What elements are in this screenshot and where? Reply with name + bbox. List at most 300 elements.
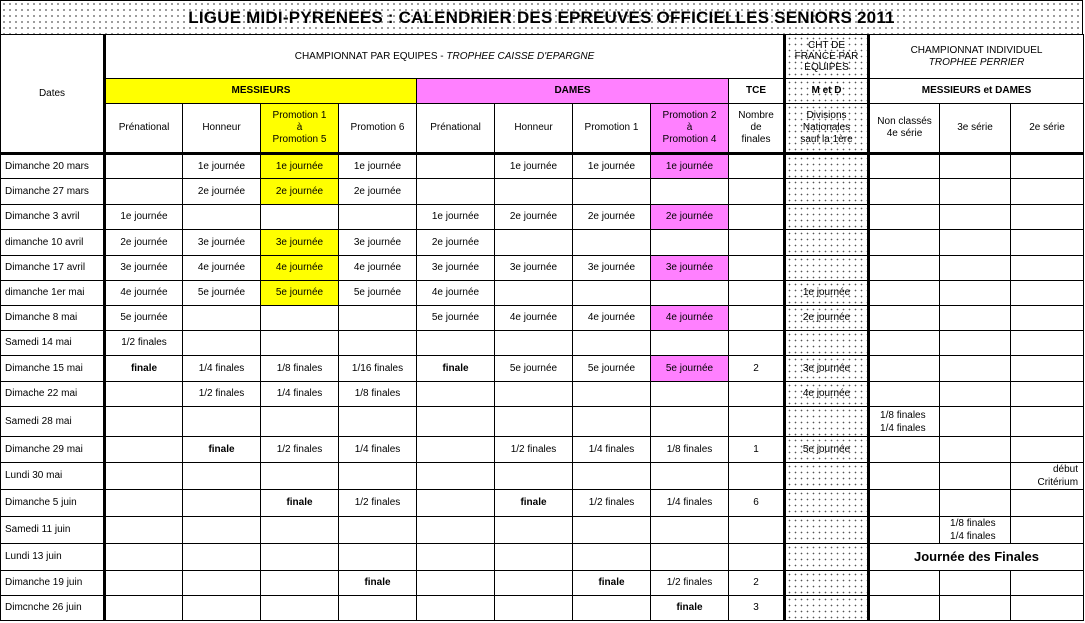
table-cell [729, 256, 785, 281]
table-cell [495, 571, 573, 596]
table-cell: 1/8 finales [339, 382, 417, 407]
title-text: LIGUE MIDI-PYRENEES : CALENDRIER DES EPREUVES OFFICIELLES SENIORS 2011 [188, 7, 895, 27]
team-trophy-label: TROPHEE CAISSE D'EPARGNE [446, 50, 595, 62]
table-cell [940, 382, 1011, 407]
row-date: dimanche 10 avril [1, 230, 105, 256]
table-cell [183, 407, 261, 437]
table-cell: finale [105, 356, 183, 382]
table-cell: 1e journée [651, 154, 729, 179]
table-cell [729, 281, 785, 306]
table-cell [651, 331, 729, 356]
col-non-classes [869, 104, 940, 154]
col-m-promo1-line2: à [296, 122, 303, 133]
row-date: Dimanche 20 mars [1, 154, 105, 179]
col-div-line2: Nationales [802, 122, 851, 133]
table-cell [785, 596, 869, 621]
table-cell: 3e journée [785, 356, 869, 382]
table-cell [417, 407, 495, 437]
table-cell [869, 463, 940, 490]
table-cell: 4e journée [495, 306, 573, 331]
table-cell [651, 382, 729, 407]
table-cell [495, 331, 573, 356]
table-cell [417, 490, 495, 517]
table-cell: 5e journée [261, 281, 339, 306]
table-cell [651, 463, 729, 490]
header-dates: Dates [1, 35, 105, 154]
table-cell [105, 490, 183, 517]
table-cell [417, 571, 495, 596]
table-cell [1011, 490, 1084, 517]
table-cell [729, 463, 785, 490]
table-cell [651, 230, 729, 256]
table-cell: 4e journée [573, 306, 651, 331]
row-date: Dimanche 3 avril [1, 205, 105, 230]
table-row [1, 356, 1084, 382]
col-d-promo2-line2: à [686, 122, 693, 133]
table-cell [417, 596, 495, 621]
table-row [1, 256, 1084, 281]
table-cell: 1/16 finales [339, 356, 417, 382]
table-cell: 6 [729, 490, 785, 517]
table-cell: finale [651, 596, 729, 621]
table-cell [495, 517, 573, 544]
table-cell [729, 179, 785, 205]
table-cell: 2e journée [785, 306, 869, 331]
table-cell [869, 571, 940, 596]
table-cell: 2e journée [261, 179, 339, 205]
table-cell [573, 517, 651, 544]
table-cell: 2e journée [183, 179, 261, 205]
table-cell [729, 382, 785, 407]
row-date: Dimanche 27 mars [1, 179, 105, 205]
table-cell [105, 463, 183, 490]
table-cell: finale [261, 490, 339, 517]
cell-line: 1/4 finales [880, 422, 926, 434]
table-cell [495, 544, 573, 571]
table-row [1, 154, 1084, 179]
table-cell: 2e journée [339, 179, 417, 205]
table-cell [261, 544, 339, 571]
table-cell: 1/2 finales [495, 437, 573, 463]
table-cell: 1/2 finales [573, 490, 651, 517]
table-cell: 1/2 finales [105, 331, 183, 356]
table-cell [495, 407, 573, 437]
table-cell: 1e journée [495, 154, 573, 179]
table-cell [1011, 230, 1084, 256]
table-cell [417, 154, 495, 179]
row-date: Samedi 14 mai [1, 331, 105, 356]
table-cell [417, 544, 495, 571]
col-m-promo1-line1: Promotion 1 [272, 110, 327, 121]
table-cell: 5e journée [573, 356, 651, 382]
table-cell: 1/4 finales [183, 356, 261, 382]
table-cell [105, 407, 183, 437]
col-d-prenational: Prénational [417, 104, 495, 154]
row-date: Dimanche 29 mai [1, 437, 105, 463]
col-m-promo6: Promotion 6 [339, 104, 417, 154]
table-cell: 5e journée [785, 437, 869, 463]
table-cell: 3e journée [105, 256, 183, 281]
col-3e-serie: 3e série [940, 104, 1011, 154]
table-cell [785, 230, 869, 256]
table-cell [869, 306, 940, 331]
table-cell [651, 517, 729, 544]
table-cell [940, 596, 1011, 621]
table-cell [573, 331, 651, 356]
table-cell: 2 [729, 571, 785, 596]
table-row [1, 306, 1084, 331]
table-cell: 1e journée [417, 205, 495, 230]
table-cell [1011, 331, 1084, 356]
table-cell: 1e journée [183, 154, 261, 179]
table-row [1, 382, 1084, 407]
table-cell [729, 205, 785, 230]
table-cell [495, 230, 573, 256]
table-row [1, 179, 1084, 205]
table-cell [339, 407, 417, 437]
table-cell [339, 306, 417, 331]
table-cell [495, 281, 573, 306]
table-cell [105, 382, 183, 407]
cht-france-label: CHT DE FRANCE PAR EQUIPES [794, 40, 859, 73]
table-cell [940, 179, 1011, 205]
table-cell [495, 463, 573, 490]
table-cell [573, 544, 651, 571]
table-row [1, 230, 1084, 256]
row-date: Dimanche 5 juin [1, 490, 105, 517]
table-cell [261, 571, 339, 596]
col-m-honneur: Honneur [183, 104, 261, 154]
table-cell [869, 230, 940, 256]
cell-line: 1/8 finales [950, 518, 996, 529]
table-cell [1011, 596, 1084, 621]
cell-line: Critérium [1037, 477, 1079, 488]
row-date: Dimanche 8 mai [1, 306, 105, 331]
table-cell [1011, 256, 1084, 281]
row-date: Lundi 13 juin [1, 544, 105, 571]
table-cell [495, 596, 573, 621]
table-cell [339, 596, 417, 621]
table-cell: 1 [729, 437, 785, 463]
table-cell [261, 306, 339, 331]
col-nc-line1: Non classés [877, 116, 932, 127]
table-cell [1011, 517, 1084, 544]
table-cell: 1/4 finales [339, 437, 417, 463]
table-cell [573, 281, 651, 306]
table-cell: 1e journée [785, 281, 869, 306]
table-row [1, 490, 1084, 517]
table-cell [869, 382, 940, 407]
table-cell [417, 437, 495, 463]
table-cell [785, 205, 869, 230]
table-cell: 5e journée [105, 306, 183, 331]
team-separator: - [437, 50, 447, 62]
table-cell [339, 331, 417, 356]
col-divisions-nationales [785, 104, 869, 154]
table-cell [417, 517, 495, 544]
indiv-trophy-label: TROPHEE PERRIER [928, 56, 1025, 68]
table-cell [573, 407, 651, 437]
table-cell [261, 407, 339, 437]
row-date: dimanche 1er mai [1, 281, 105, 306]
table-cell [785, 256, 869, 281]
calendar-table [0, 34, 1084, 621]
table-row [1, 544, 1084, 571]
table-cell [105, 596, 183, 621]
table-cell [339, 544, 417, 571]
table-cell [869, 407, 940, 437]
table-cell [729, 154, 785, 179]
table-cell: 2e journée [417, 230, 495, 256]
table-cell: 2e journée [105, 230, 183, 256]
table-cell [869, 490, 940, 517]
table-cell: 3e journée [261, 230, 339, 256]
table-cell: 1/2 finales [339, 490, 417, 517]
table-cell [785, 544, 869, 571]
table-cell [339, 517, 417, 544]
header-cht-france [785, 35, 869, 79]
col-d-promo2-4 [651, 104, 729, 154]
table-cell [869, 437, 940, 463]
table-cell: 3e journée [183, 230, 261, 256]
col-nc-line2: 4e série [886, 128, 923, 139]
row-date: Dimache 22 mai [1, 382, 105, 407]
table-cell [729, 517, 785, 544]
header-m-et-d: M et D [785, 79, 869, 104]
table-row [1, 331, 1084, 356]
table-cell [105, 544, 183, 571]
row-date: Dimcnche 26 juin [1, 596, 105, 621]
table-cell: 4e journée [261, 256, 339, 281]
header-indiv-championship [869, 35, 1084, 79]
table-cell [1011, 205, 1084, 230]
table-row [1, 281, 1084, 306]
table-cell [785, 571, 869, 596]
header-messieurs-dames: MESSIEURS et DAMES [869, 79, 1084, 104]
row-date: Samedi 28 mai [1, 407, 105, 437]
header-tce: TCE [729, 79, 785, 104]
table-cell [1011, 437, 1084, 463]
table-cell: 5e journée [651, 356, 729, 382]
table-cell [183, 571, 261, 596]
table-cell [940, 463, 1011, 490]
table-cell [183, 517, 261, 544]
header-dames: DAMES [417, 79, 729, 104]
table-cell [261, 331, 339, 356]
table-cell [729, 331, 785, 356]
table-cell [869, 205, 940, 230]
table-cell [940, 356, 1011, 382]
table-cell [729, 230, 785, 256]
table-cell: 1/8 finales [651, 437, 729, 463]
table-cell: 1/2 finales [261, 437, 339, 463]
table-cell [183, 306, 261, 331]
row-date: Dimanche 19 juin [1, 571, 105, 596]
table-cell: 3e journée [573, 256, 651, 281]
table-cell [869, 356, 940, 382]
table-cell [940, 230, 1011, 256]
table-cell [940, 407, 1011, 437]
table-cell: 5e journée [495, 356, 573, 382]
table-cell: 3e journée [339, 230, 417, 256]
table-cell [651, 407, 729, 437]
table-row [1, 437, 1084, 463]
table-cell [785, 517, 869, 544]
table-row [1, 517, 1084, 544]
table-cell: 4e journée [339, 256, 417, 281]
table-cell [785, 331, 869, 356]
table-cell [261, 517, 339, 544]
col-m-prenational: Prénational [105, 104, 183, 154]
table-cell [869, 179, 940, 205]
table-cell: finale [495, 490, 573, 517]
col-m-promo1-5 [261, 104, 339, 154]
table-cell: 2 [729, 356, 785, 382]
table-cell: 1/4 finales [573, 437, 651, 463]
table-cell [339, 205, 417, 230]
table-cell [573, 230, 651, 256]
table-cell [495, 382, 573, 407]
table-cell: 1/4 finales [651, 490, 729, 517]
table-cell [1011, 407, 1084, 437]
table-cell: 3e journée [651, 256, 729, 281]
table-cell [869, 154, 940, 179]
table-cell [183, 331, 261, 356]
table-cell [940, 437, 1011, 463]
header-team-championship [105, 35, 785, 79]
table-cell [183, 596, 261, 621]
table-cell [261, 463, 339, 490]
col-d-promo2-line1: Promotion 2 [662, 110, 717, 121]
table-row [1, 463, 1084, 490]
table-cell: 1e journée [261, 154, 339, 179]
table-cell [339, 463, 417, 490]
row-date: Lundi 30 mai [1, 463, 105, 490]
col-d-promo2-line3: Promotion 4 [662, 134, 717, 145]
table-row [1, 596, 1084, 621]
table-cell: finale [339, 571, 417, 596]
table-cell [105, 571, 183, 596]
table-cell [651, 544, 729, 571]
table-cell [651, 281, 729, 306]
table-cell [495, 179, 573, 205]
table-cell [940, 205, 1011, 230]
table-cell [869, 281, 940, 306]
table-cell [940, 490, 1011, 517]
table-cell [940, 517, 1011, 544]
table-cell [940, 331, 1011, 356]
table-cell [573, 382, 651, 407]
table-cell [105, 154, 183, 179]
table-cell [417, 463, 495, 490]
col-d-promo1: Promotion 1 [573, 104, 651, 154]
table-cell [1011, 179, 1084, 205]
table-cell [183, 463, 261, 490]
table-cell: 1e journée [339, 154, 417, 179]
table-cell [785, 154, 869, 179]
cell-line: début [1053, 464, 1079, 475]
table-cell: 4e journée [417, 281, 495, 306]
table-cell [261, 596, 339, 621]
col-div-line3: sauf la 1ère [800, 134, 853, 145]
table-cell [651, 179, 729, 205]
col-tce-line1: Nombre [738, 110, 774, 121]
table-cell [1011, 306, 1084, 331]
table-cell [729, 407, 785, 437]
page-title [0, 0, 1083, 34]
table-cell [940, 256, 1011, 281]
table-cell [183, 205, 261, 230]
table-cell [1011, 571, 1084, 596]
table-cell: 5e journée [417, 306, 495, 331]
header-messieurs: MESSIEURS [105, 79, 417, 104]
indiv-championship-label: CHAMPIONNAT INDIVIDUEL [910, 44, 1043, 56]
table-cell [729, 306, 785, 331]
row-date: Samedi 11 juin [1, 517, 105, 544]
table-cell: 1e journée [105, 205, 183, 230]
col-d-honneur: Honneur [495, 104, 573, 154]
table-cell: finale [573, 571, 651, 596]
col-tce-line2: de [750, 122, 762, 133]
cell-line: 1/4 finales [950, 531, 996, 542]
col-2e-serie: 2e série [1011, 104, 1084, 154]
table-cell: 3e journée [495, 256, 573, 281]
table-cell [573, 596, 651, 621]
table-cell: 2e journée [573, 205, 651, 230]
special-event: Journée des Finales [869, 544, 1084, 571]
table-cell [105, 517, 183, 544]
col-tce-line3: finales [741, 134, 771, 145]
table-cell [940, 154, 1011, 179]
table-cell [729, 544, 785, 571]
cell-line: 1/8 finales [880, 409, 926, 421]
table-cell: finale [183, 437, 261, 463]
table-cell: 1/8 finales [261, 356, 339, 382]
table-cell [940, 281, 1011, 306]
table-cell: 4e journée [785, 382, 869, 407]
table-cell [785, 463, 869, 490]
table-cell [417, 331, 495, 356]
table-cell [1011, 463, 1084, 490]
table-cell: 1e journée [573, 154, 651, 179]
table-cell [940, 571, 1011, 596]
table-cell: 3 [729, 596, 785, 621]
table-cell [417, 179, 495, 205]
table-cell [573, 463, 651, 490]
table-cell [1011, 281, 1084, 306]
table-cell [417, 382, 495, 407]
table-cell [183, 544, 261, 571]
table-cell: 1/2 finales [651, 571, 729, 596]
table-cell [869, 517, 940, 544]
table-cell [869, 256, 940, 281]
table-cell [940, 306, 1011, 331]
table-cell: 1/2 finales [183, 382, 261, 407]
table-cell: 2e journée [495, 205, 573, 230]
table-cell: 4e journée [105, 281, 183, 306]
table-row [1, 407, 1084, 437]
table-cell: 2e journée [651, 205, 729, 230]
table-row [1, 571, 1084, 596]
table-cell [105, 437, 183, 463]
col-m-promo1-line3: Promotion 5 [272, 134, 327, 145]
table-cell [573, 179, 651, 205]
team-championship-label: CHAMPIONNAT PAR EQUIPES [294, 50, 438, 62]
row-date: Dimanche 15 mai [1, 356, 105, 382]
table-cell [785, 490, 869, 517]
table-cell [1011, 356, 1084, 382]
table-cell: 4e journée [183, 256, 261, 281]
